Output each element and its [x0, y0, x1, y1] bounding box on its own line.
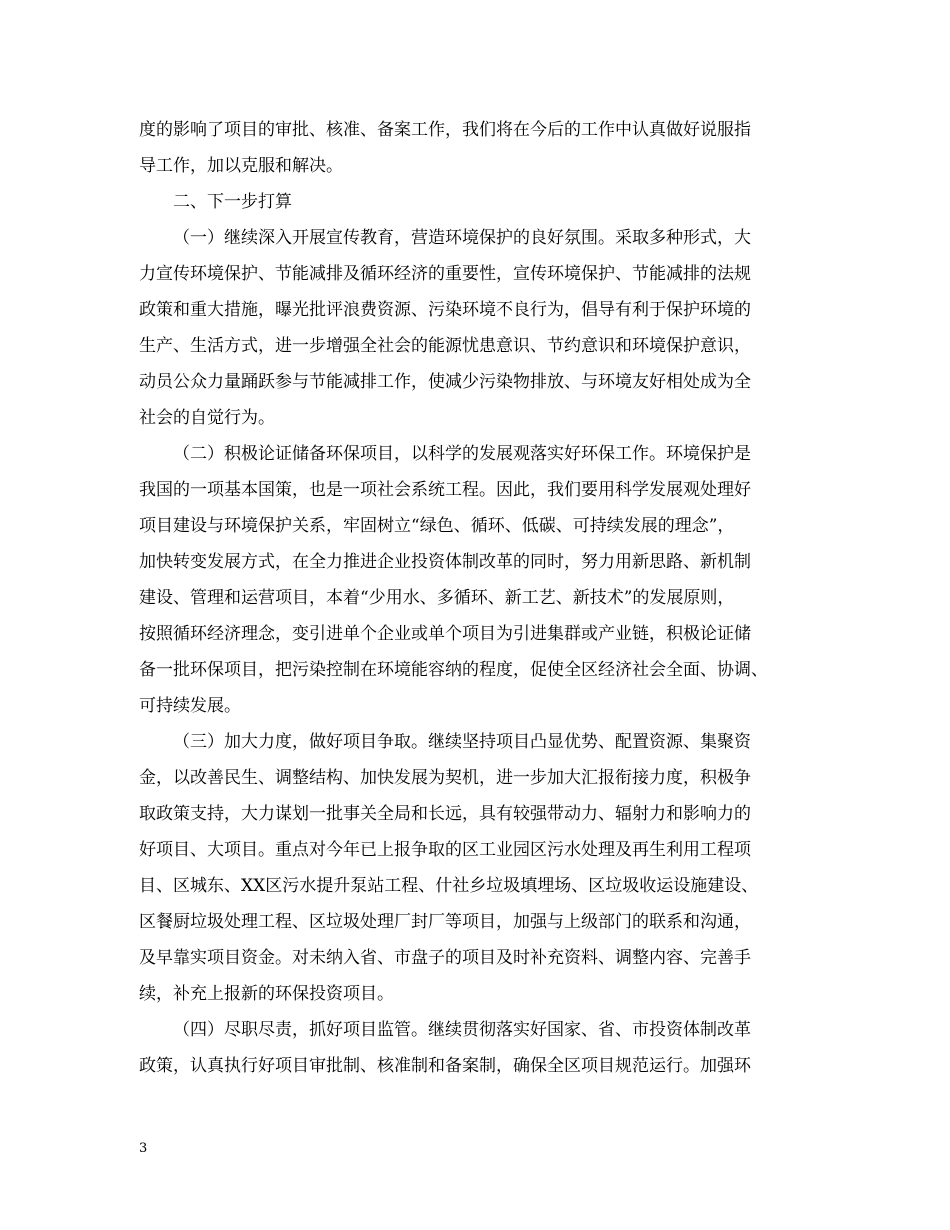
body-text-line: 我国的一项基本国策，也是一项社会系统工程。因此，我们要用科学发展观处理好	[139, 480, 751, 500]
body-text-line: 按照循环经济理念，变引进单个企业或单个项目为引进集群或产业链，积极论证储	[139, 624, 751, 644]
body-text-line: 动员公众力量踊跃参与节能减排工作，使减少污染物排放、与环境友好相处成为全	[139, 372, 751, 392]
body-text-line: （一）继续深入开展宣传教育，营造环境保护的良好氛围。采取多种形式，大	[173, 228, 751, 248]
body-text-line: 加快转变发展方式，在全力推进企业投资体制改革的同时，努力用新思路、新机制	[139, 552, 751, 572]
body-text-line: 金，以改善民生、调整结构、加快发展为契机，进一步加大汇报衔接力度，积极争	[139, 768, 751, 788]
body-text-line: 续，补充上报新的环保投资项目。	[139, 984, 394, 1004]
body-text-line: 区餐厨垃圾处理工程、区垃圾处理厂封厂等项目，加强与上级部门的联系和沟通，	[139, 912, 751, 932]
body-text-line: 生产、生活方式，进一步增强全社会的能源忧患意识、节约意识和环境保护意识，	[139, 336, 751, 356]
body-text-line: 好项目、大项目。重点对今年已上报争取的区工业园区污水处理及再生利用工程项	[139, 840, 751, 860]
body-text-line: 项目建设与环境保护关系，牢固树立“绿色、循环、低碳、可持续发展的理念”，	[139, 516, 735, 536]
page-number: 3	[139, 1141, 148, 1156]
body-text-line: 导工作，加以克服和解决。	[139, 156, 343, 176]
body-text-line: 取政策支持，大力谋划一批事关全局和长远，具有较强带动力、辐射力和影响力的	[139, 804, 751, 824]
body-text-line: 目、区城东、XX区污水提升泵站工程、什社乡垃圾填埋场、区垃圾收运设施建设、	[139, 876, 759, 896]
body-text-line: （二）积极论证储备环保项目，以科学的发展观落实好环保工作。环境保护是	[173, 444, 751, 464]
section-heading: 二、下一步打算	[173, 192, 292, 212]
body-text-line: 社会的自觉行为。	[139, 408, 275, 428]
body-text-line: 力宣传环境保护、节能减排及循环经济的重要性，宣传环境保护、节能减排的法规	[139, 264, 751, 284]
body-text-line: 度的影响了项目的审批、核准、备案工作，我们将在今后的工作中认真做好说服指	[139, 120, 751, 140]
body-text-line: 及早靠实项目资金。对未纳入省、市盘子的项目及时补充资料、调整内容、完善手	[139, 948, 751, 968]
body-text-line: （四）尽职尽责，抓好项目监管。继续贯彻落实好国家、省、市投资体制改革	[173, 1020, 751, 1040]
body-text-line: 建设、管理和运营项目，本着“少用水、多循环、新工艺、新技术”的发展原则，	[139, 588, 735, 608]
body-text-line: 政策和重大措施，曝光批评浪费资源、污染环境不良行为，倡导有利于保护环境的	[139, 300, 751, 320]
body-text-line: 备一批环保项目，把污染控制在环境能容纳的程度，促使全区经济社会全面、协调、	[139, 660, 768, 680]
body-text-line: 可持续发展。	[139, 696, 241, 716]
body-text-line: 政策，认真执行好项目审批制、核准制和备案制，确保全区项目规范运行。加强环	[139, 1056, 751, 1076]
body-text-line: （三）加大力度，做好项目争取。继续坚持项目凸显优势、配置资源、集聚资	[173, 732, 751, 752]
